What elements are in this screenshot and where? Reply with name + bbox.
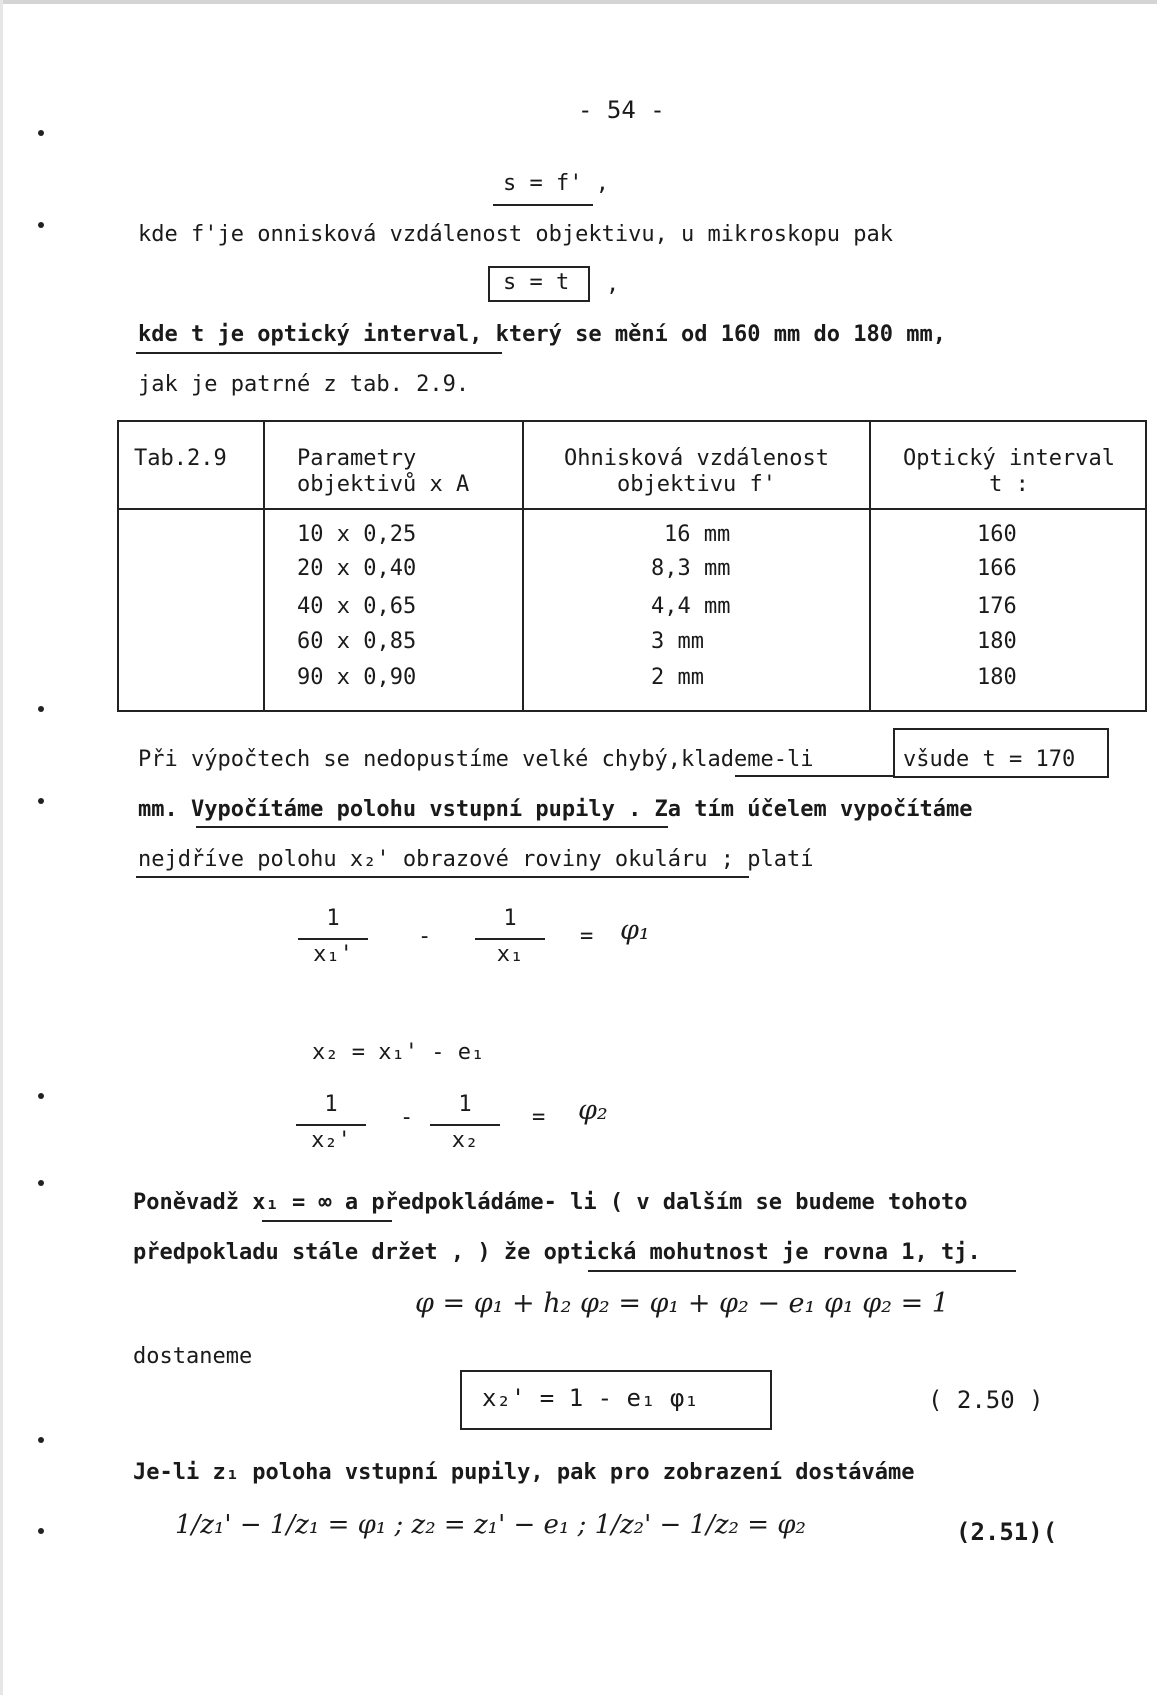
paragraph-line: jak je patrné z tab. 2.9. [138,372,470,397]
table-2-9 [117,420,1147,712]
paragraph-line: Poněvadž x₁ = ∞ a předpokládáme- li ( v dalším se budeme tohoto [133,1190,968,1215]
highlight-text: všude t = 170 [903,747,1076,772]
equation-2-51: 1/z₁' − 1/z₁ = φ₁ ; z₂ = z₁' − e₁ ; 1/z₂' − 1/z₂ = φ₂ [175,1510,806,1540]
equals-sign: = [532,1105,546,1130]
table-header-params [297,446,469,498]
table-cell: 180 [977,629,1017,654]
fraction [296,1092,366,1153]
text-underline [136,876,749,878]
equation-s-equals-f: s = f' , [503,171,609,196]
table-header-focal [524,446,869,498]
header-line: Parametry [297,446,417,471]
equals-sign: = [580,924,594,949]
table-cell: 90 x 0,90 [297,665,417,690]
text-underline [735,775,895,777]
header-line: Optický interval [903,446,1115,471]
header-line: objektivu f' [617,472,776,497]
paragraph-line: Je-li z₁ poloha vstupní pupily, pak pro zobrazení dostáváme [133,1460,915,1485]
margin-dot [38,222,44,228]
paragraph-line: nejdříve polohu x₂' obrazové roviny okuláru ; platí [138,847,814,872]
table-cell: 176 [977,594,1017,619]
equation-optical-power: φ = φ₁ + h₂ φ₂ = φ₁ + φ₂ − e₁ φ₁ φ₂ = 1 [415,1288,949,1319]
table-cell: 16 mm [664,522,731,547]
minus-sign: - [400,1105,414,1130]
text-underline [136,352,502,354]
page-left-edge [0,0,3,1695]
table-header-interval [871,446,1147,498]
header-line: objektivů x A [297,472,470,497]
numerator: 1 [503,906,517,931]
text-underline [262,1220,392,1222]
equation-x2: x₂ = x₁' - e₁ [312,1040,485,1065]
margin-dot [38,1180,44,1186]
paragraph-line: kde f'je onnisková vzdálenost objektivu, u mikroskopu pak [138,222,893,247]
margin-dot [38,130,44,136]
equation-text: s = f' [503,171,583,196]
table-cell: 4,4 mm [651,594,731,619]
header-line: Ohnisková vzdálenost [564,446,829,471]
table-cell: 180 [977,665,1017,690]
numerator: 1 [324,1092,338,1117]
margin-dot [38,706,44,712]
margin-dot [38,1437,44,1443]
margin-dot [38,1528,44,1534]
paragraph-line: Při výpočtech se nedopustíme velké chybý,klademe-li [138,747,814,772]
equation-number: (2.51)( [956,1518,1058,1546]
margin-dot [38,1093,44,1099]
text-underline [588,1270,1016,1272]
equation-s-equals-t: s = t [503,270,570,295]
table-cell: 3 mm [651,629,704,654]
comma: , [606,272,620,297]
paragraph-line: předpokladu stále držet , ) že optická mohutnost je rovna 1, tj. [133,1240,981,1265]
table-cell: 20 x 0,40 [297,556,417,581]
paragraph-line: mm. Vypočítáme polohu vstupní pupily . Za tím účelem vypočítáme [138,797,973,822]
text-underline [196,826,668,828]
equation-number: ( 2.50 ) [928,1386,1044,1414]
table-cell: 40 x 0,65 [297,594,417,619]
table-cell: 166 [977,556,1017,581]
table-label: Tab.2.9 [134,446,227,471]
margin-dot [38,798,44,804]
fraction [430,1092,500,1153]
table-cell: 60 x 0,85 [297,629,417,654]
numerator: 1 [458,1092,472,1117]
phi-symbol: φ₁ [620,915,650,946]
denominator: x₂ [451,1128,479,1153]
fraction [298,906,368,967]
table-cell: 8,3 mm [651,556,731,581]
table-cell: 160 [977,522,1017,547]
equation-2-50: x₂' = 1 - e₁ φ₁ [482,1384,699,1412]
fraction [475,906,545,967]
page-top-edge [0,0,1157,4]
minus-sign: - [418,924,432,949]
phi-symbol: φ₂ [578,1095,608,1126]
header-line: t : [989,472,1029,497]
paragraph-line: dostaneme [133,1344,253,1369]
denominator: x₂' [311,1128,351,1153]
paragraph-line: kde t je optický interval, který se mění od 160 mm do 180 mm, [138,322,946,347]
page-number: - 54 - [578,96,665,124]
equation-bracket [493,204,593,206]
numerator: 1 [326,906,340,931]
table-cell: 2 mm [651,665,704,690]
denominator: x₁ [496,942,524,967]
table-cell: 10 x 0,25 [297,522,417,547]
denominator: x₁' [313,942,353,967]
